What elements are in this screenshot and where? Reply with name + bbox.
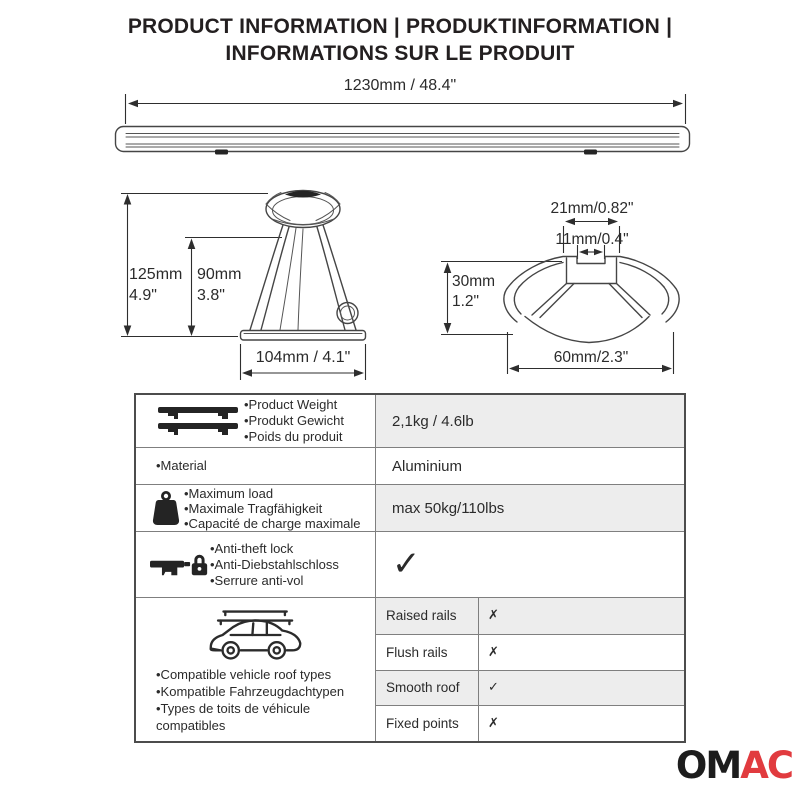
- spec-value-cell: 2,1kg / 4.6lb: [376, 395, 684, 447]
- roof-type-row: [376, 705, 684, 741]
- spec-labels: •Product Weight •Produkt Gewicht •Poids du produit: [244, 397, 344, 444]
- spec-labels: •Compatible vehicle roof types •Kompatible Fahrzeugdachtypen •Types de toits de véhicule compatibles: [156, 667, 345, 733]
- spec-label-cell: [136, 395, 376, 447]
- spec-value-cell: Aluminium: [392, 457, 463, 475]
- table-row-anti-theft: [136, 531, 684, 597]
- roof-type-row: [376, 634, 684, 670]
- table-row-max-load: [136, 484, 684, 531]
- table-row-product-weight: [136, 395, 684, 447]
- table-row-roof-types: [136, 597, 684, 741]
- spec-value-cell: [376, 532, 684, 597]
- section-width-label: 60mm/2.3": [553, 349, 629, 366]
- roof-type-mark: ✗: [488, 716, 499, 732]
- page-title: [0, 13, 800, 67]
- foot-base-width-label: 104mm / 4.1": [255, 349, 351, 366]
- section-height-label: 30mm 1.2": [452, 273, 496, 310]
- page-title-line2: INFORMATIONS SUR LE PRODUIT: [225, 42, 575, 65]
- roof-type-mark: ✗: [488, 644, 499, 660]
- roof-type-label: Fixed points: [376, 706, 479, 741]
- spec-label-cell: [136, 485, 376, 531]
- channel-outer-width-label: 21mm/0.82": [550, 200, 634, 217]
- roof-types-list: [376, 598, 684, 741]
- spec-label-cell: [136, 598, 376, 741]
- omac-logo-red: AC: [740, 744, 792, 787]
- section-profile-drawing: [504, 257, 679, 343]
- spec-table: [134, 393, 686, 743]
- omac-logo: [650, 746, 792, 786]
- foot-drawing: [241, 191, 366, 341]
- spec-label-cell: [136, 532, 376, 597]
- weight-icon: [148, 490, 184, 526]
- crossbar-side-view-diagram: [100, 78, 710, 178]
- crossbar-profile-drawing: [116, 127, 690, 155]
- roof-type-row: [376, 670, 684, 706]
- roof-type-label: Flush rails: [376, 635, 479, 670]
- table-row-material: [136, 447, 684, 484]
- spec-value-cell: max 50kg/110lbs: [376, 485, 684, 531]
- checkmark: ✓: [392, 543, 421, 584]
- foot-total-height-label: 125mm 4.9": [129, 266, 183, 304]
- omac-logo-black: OM: [675, 744, 741, 787]
- foot-body-height-label: 90mm 3.8": [197, 266, 242, 304]
- lock-icon: [148, 550, 210, 580]
- crossbar-length-label: 1230mm / 48.4": [343, 77, 457, 94]
- roof-type-label: Smooth roof: [376, 671, 479, 706]
- spec-labels: •Maximum load •Maximale Tragfähigkeit •Capacité de charge maximale: [184, 485, 361, 531]
- page-title-line1: PRODUCT INFORMATION | PRODUKTINFORMATION |: [127, 15, 673, 38]
- car-icon: [198, 607, 314, 663]
- car-roof-rack-block: [136, 598, 375, 734]
- roof-type-row: [376, 598, 684, 634]
- spec-labels: •Anti-theft lock •Anti-Diebstahlschloss •Serrure anti-vol: [210, 540, 339, 588]
- crossbars-icon: [152, 405, 244, 437]
- spec-label-cell: [136, 448, 376, 484]
- roof-type-mark: ✓: [488, 680, 499, 696]
- crossbar-length-dimension: [126, 94, 686, 124]
- roof-type-mark: ✗: [488, 608, 499, 624]
- spec-labels: •Material: [156, 458, 207, 473]
- channel-inner-width-label: 11mm/0.4": [555, 231, 629, 248]
- roof-type-label: Raised rails: [376, 598, 479, 634]
